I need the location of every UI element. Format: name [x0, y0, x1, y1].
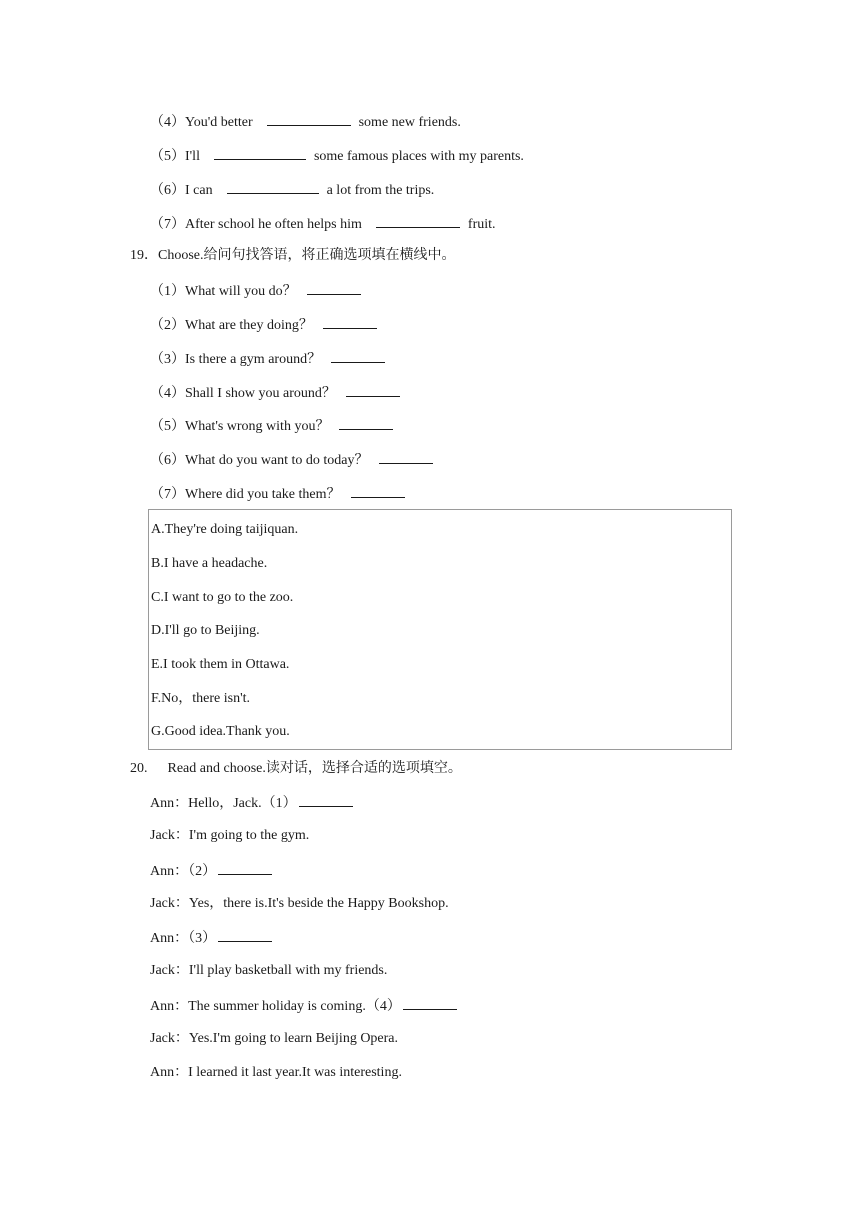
dialogue-line-1: [150, 792, 361, 814]
question-text: What do you want to do today？: [185, 453, 369, 468]
dialogue-line-6: [150, 961, 387, 981]
answer-blank[interactable]: [307, 280, 361, 295]
item-text-after: fruit.: [467, 217, 496, 232]
dialogue-line-2: [150, 826, 309, 846]
speaker-name: Ann：: [150, 1065, 189, 1080]
question-number: （4）: [150, 386, 185, 401]
item-text-before: After school he often helps him: [185, 217, 362, 232]
dialogue-line-4: [150, 894, 449, 914]
section-number: 20.: [130, 761, 148, 776]
option-a: A.They're doing taijiquan.: [151, 522, 299, 537]
section-title-text: Read and choose.读对话，选择合适的选项填空。: [167, 761, 462, 776]
question-number: （5）: [150, 419, 185, 434]
item-text-after: some new friends.: [358, 115, 461, 130]
answer-blank[interactable]: [403, 995, 457, 1010]
answer-blank[interactable]: [299, 792, 353, 807]
question-number: （3）: [150, 352, 185, 367]
question-3: [150, 348, 393, 370]
item-text-after: some famous places with my parents.: [313, 149, 524, 164]
answer-blank[interactable]: [323, 314, 377, 329]
speaker-name: Ann：: [150, 796, 189, 811]
item-number: （6）: [150, 183, 185, 198]
section-19-title: 19．Choose.给问句找答语，将正确选项填在横线中。: [130, 248, 456, 263]
dialogue-line-9: [150, 1063, 402, 1083]
answer-blank[interactable]: [267, 111, 351, 126]
question-number: （7）: [150, 487, 185, 502]
options-box: [148, 509, 732, 750]
item-text-before: I can: [185, 183, 213, 198]
item-text-before: You'd better: [185, 115, 253, 130]
answer-blank[interactable]: [346, 382, 400, 397]
speaker-name: Jack：: [150, 1031, 189, 1046]
answer-blank[interactable]: [376, 213, 460, 228]
speaker-name: Ann：: [150, 999, 189, 1014]
option-f: F.No，there isn't.: [151, 691, 251, 706]
dialogue-text: I'll play basketball with my friends.: [188, 963, 388, 978]
option-g: G.Good idea.Thank you.: [151, 724, 290, 739]
option-e: E.I took them in Ottawa.: [151, 657, 290, 672]
option-d: D.I'll go to Beijing.: [151, 623, 260, 638]
answer-blank[interactable]: [379, 449, 433, 464]
question-text: What will you do？: [185, 284, 297, 299]
question-2: [150, 314, 385, 336]
question-6: [150, 449, 441, 471]
question-1: [150, 280, 369, 302]
question-text: Is there a gym around？: [185, 352, 322, 367]
dialogue-text: I learned it last year.It was interesting.: [188, 1065, 402, 1080]
dialogue-line-8: [150, 1029, 398, 1049]
question-4: [150, 382, 408, 404]
answer-blank[interactable]: [351, 483, 405, 498]
question-text: What's wrong with you？: [185, 419, 330, 434]
dialogue-text: I'm going to the gym.: [188, 828, 310, 843]
answer-blank[interactable]: [227, 179, 319, 194]
item-number: （4）: [150, 115, 185, 130]
question-text: What are they doing？: [185, 318, 313, 333]
item-text-after: a lot from the trips.: [326, 183, 435, 198]
dialogue-line-7: [150, 995, 465, 1017]
item-number: （7）: [150, 217, 185, 232]
item-text-before: I'll: [185, 149, 200, 164]
speaker-name: Ann：: [150, 864, 189, 879]
fill-item-4: [150, 111, 461, 133]
section-20-title: [130, 759, 462, 779]
answer-blank[interactable]: [339, 415, 393, 430]
dialogue-text: （3）: [188, 931, 217, 946]
dialogue-text: （2）: [188, 864, 217, 879]
question-number: （1）: [150, 284, 185, 299]
speaker-name: Jack：: [150, 896, 189, 911]
question-text: Where did you take them？: [185, 487, 341, 502]
question-number: （6）: [150, 453, 185, 468]
dialogue-text: The summer holiday is coming.（4）: [188, 999, 401, 1014]
dialogue-text: Yes，there is.It's beside the Happy Bookshop.: [188, 896, 449, 911]
fill-item-6: [150, 179, 434, 201]
answer-blank[interactable]: [218, 860, 272, 875]
speaker-name: Ann：: [150, 931, 189, 946]
item-number: （5）: [150, 149, 185, 164]
question-text: Shall I show you around？: [185, 386, 336, 401]
dialogue-text: Yes.I'm going to learn Beijing Opera.: [188, 1031, 399, 1046]
fill-item-7: [150, 213, 496, 235]
answer-blank[interactable]: [218, 927, 272, 942]
question-number: （2）: [150, 318, 185, 333]
speaker-name: Jack：: [150, 828, 189, 843]
speaker-name: Jack：: [150, 963, 189, 978]
dialogue-text: Hello，Jack.（1）: [188, 796, 297, 811]
fill-item-5: [150, 145, 524, 167]
question-5: [150, 415, 401, 437]
option-b: B.I have a headache.: [151, 556, 268, 571]
dialogue-line-3: [150, 860, 280, 882]
option-c: C.I want to go to the zoo.: [151, 590, 294, 605]
answer-blank[interactable]: [331, 348, 385, 363]
dialogue-line-5: [150, 927, 280, 949]
answer-blank[interactable]: [214, 145, 306, 160]
question-7: [150, 483, 413, 505]
